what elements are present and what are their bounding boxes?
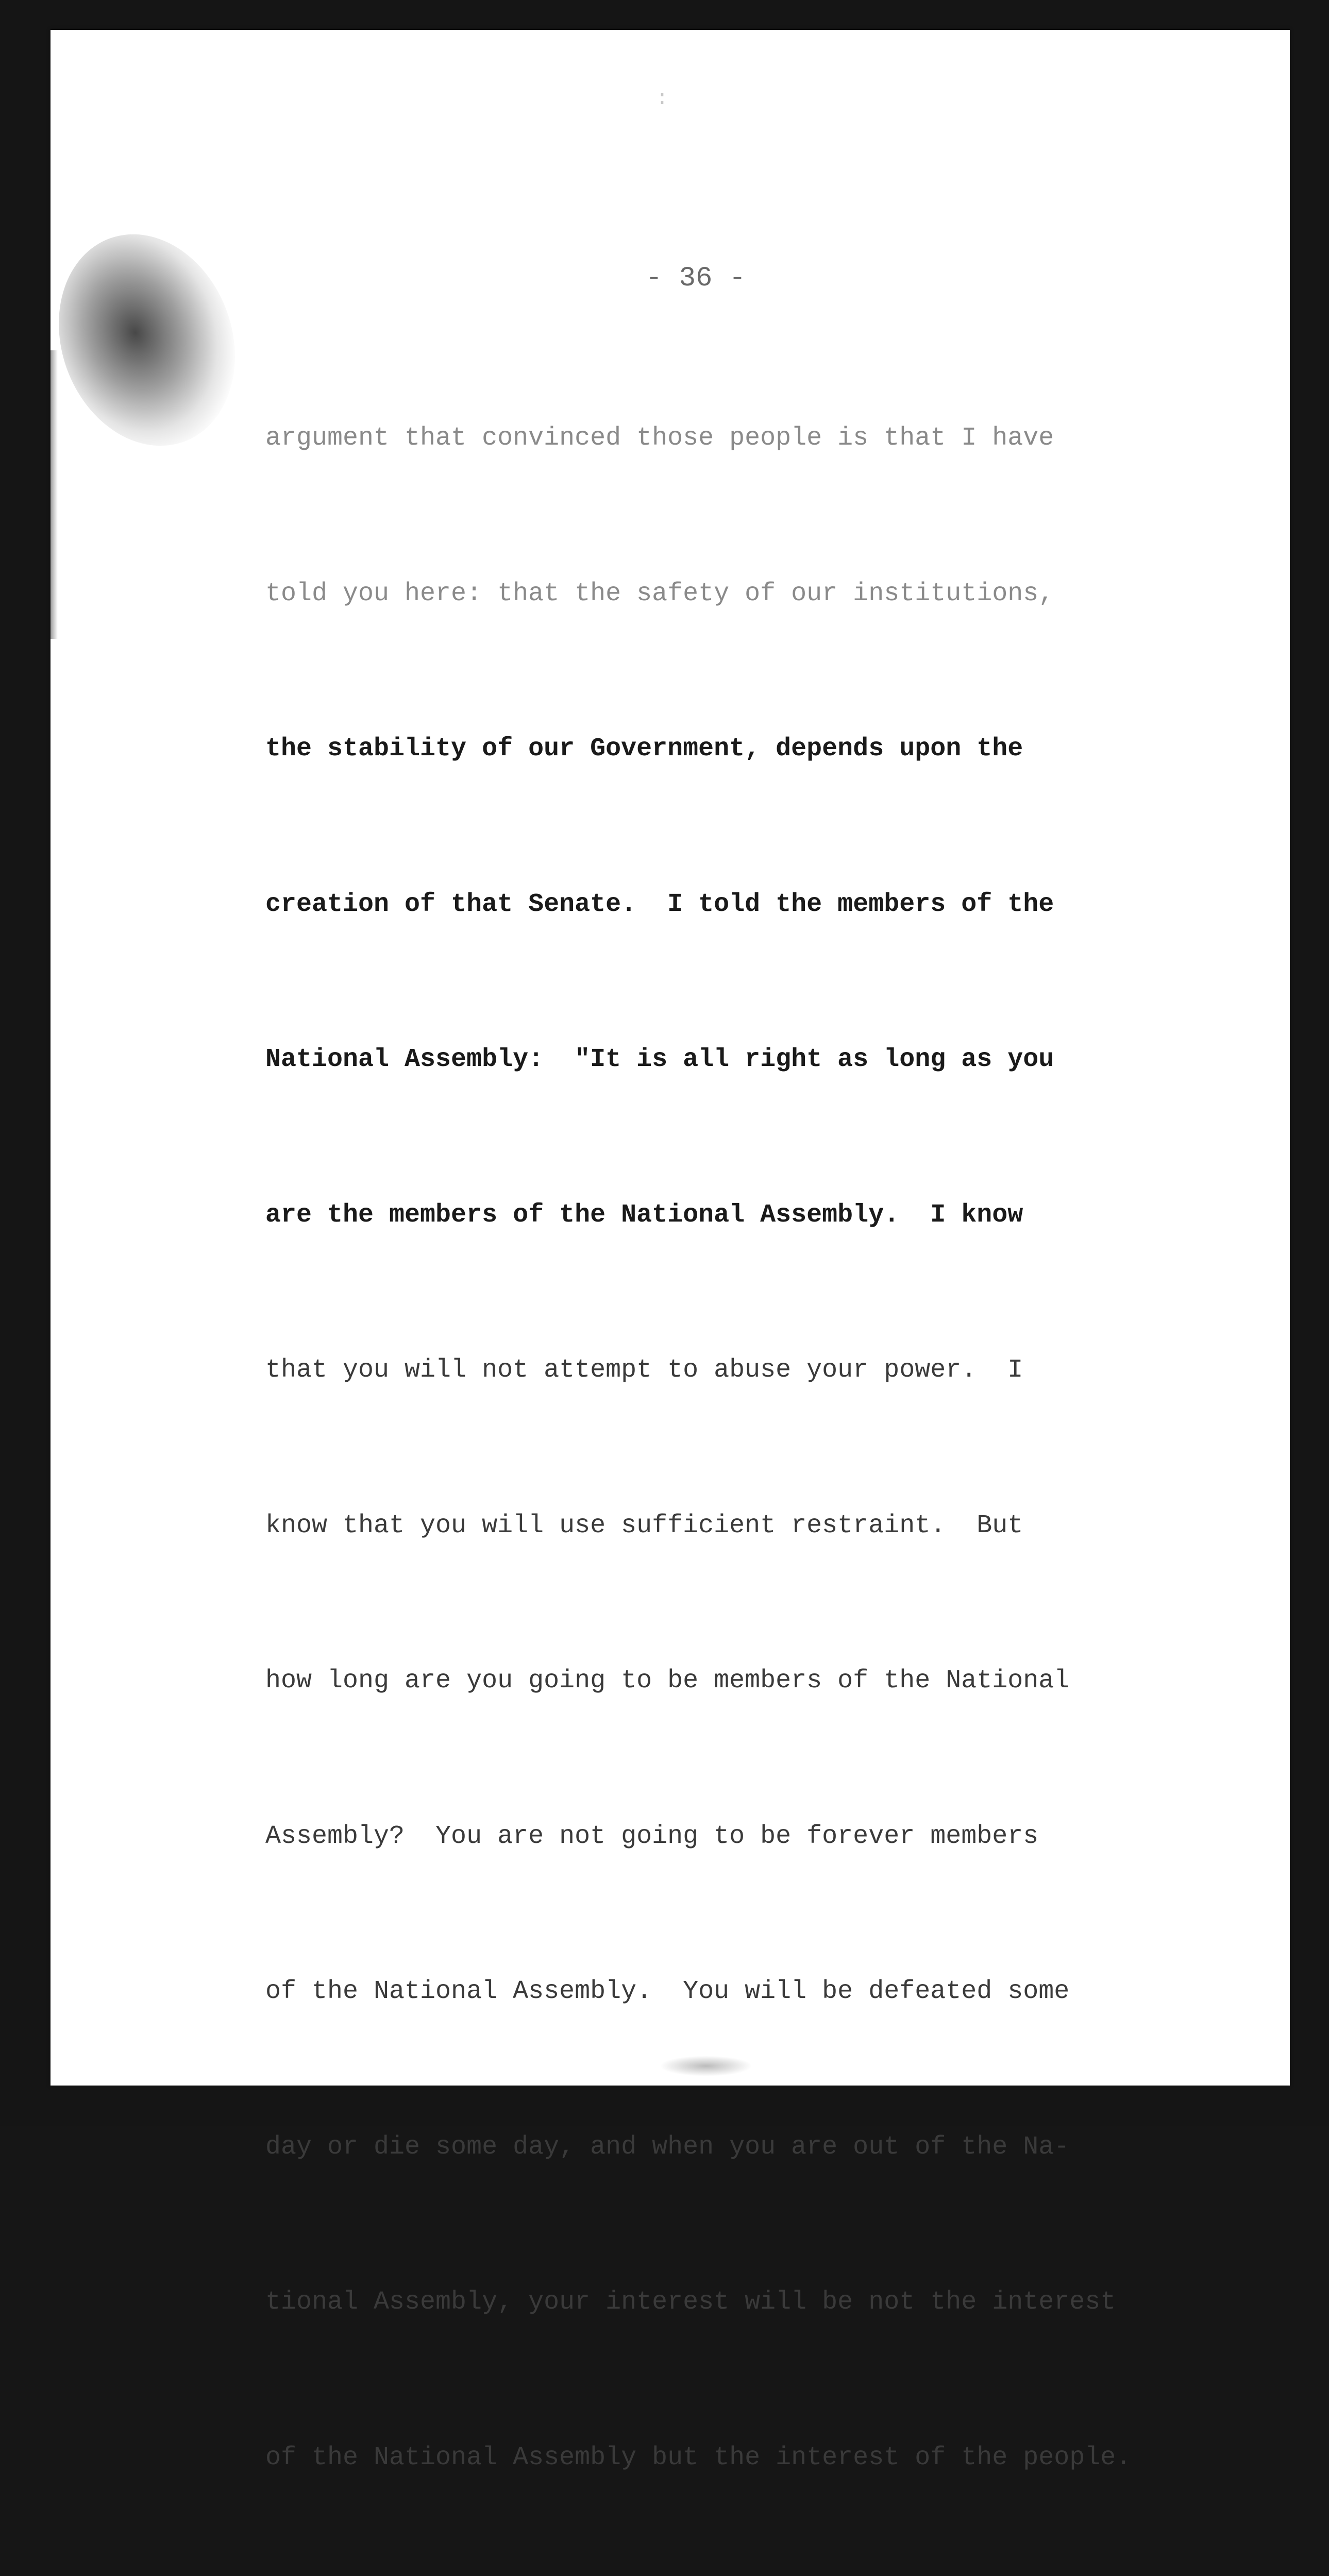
text-line: of the National Assembly. You will be defeated some	[265, 1977, 1070, 2006]
text-line: tional Assembly, your interest will be not the interest	[265, 2287, 1116, 2317]
text-line: Assembly? You are not going to be forever members	[265, 1821, 1039, 1851]
text-line: the stability of our Government, depends upon the	[265, 734, 1023, 764]
text-line: are the members of the National Assembly. I know	[265, 1200, 1023, 1230]
edge-stain	[51, 350, 58, 639]
top-faint-mark: :	[655, 88, 668, 111]
text-line: that you will not attempt to abuse your power. I	[265, 1355, 1023, 1385]
text-line: of the National Assembly but the interest of the people.	[265, 2443, 1132, 2472]
text-line: argument that convinced those people is that I have	[265, 423, 1054, 453]
page-number: - 36 -	[645, 263, 746, 294]
text-line: day or die some day, and when you are out of the Na-	[265, 2132, 1070, 2162]
text-line: National Assembly: "It is all right as long as you	[265, 1045, 1054, 1074]
speech-text	[265, 309, 1172, 2576]
text-line: told you here: that the safety of our institutions,	[265, 579, 1054, 608]
text-line: know that you will use sufficient restraint. But	[265, 1511, 1023, 1540]
text-line: how long are you going to be members of the National	[265, 1666, 1070, 1696]
text-line: creation of that Senate. I told the members of the	[265, 889, 1054, 919]
